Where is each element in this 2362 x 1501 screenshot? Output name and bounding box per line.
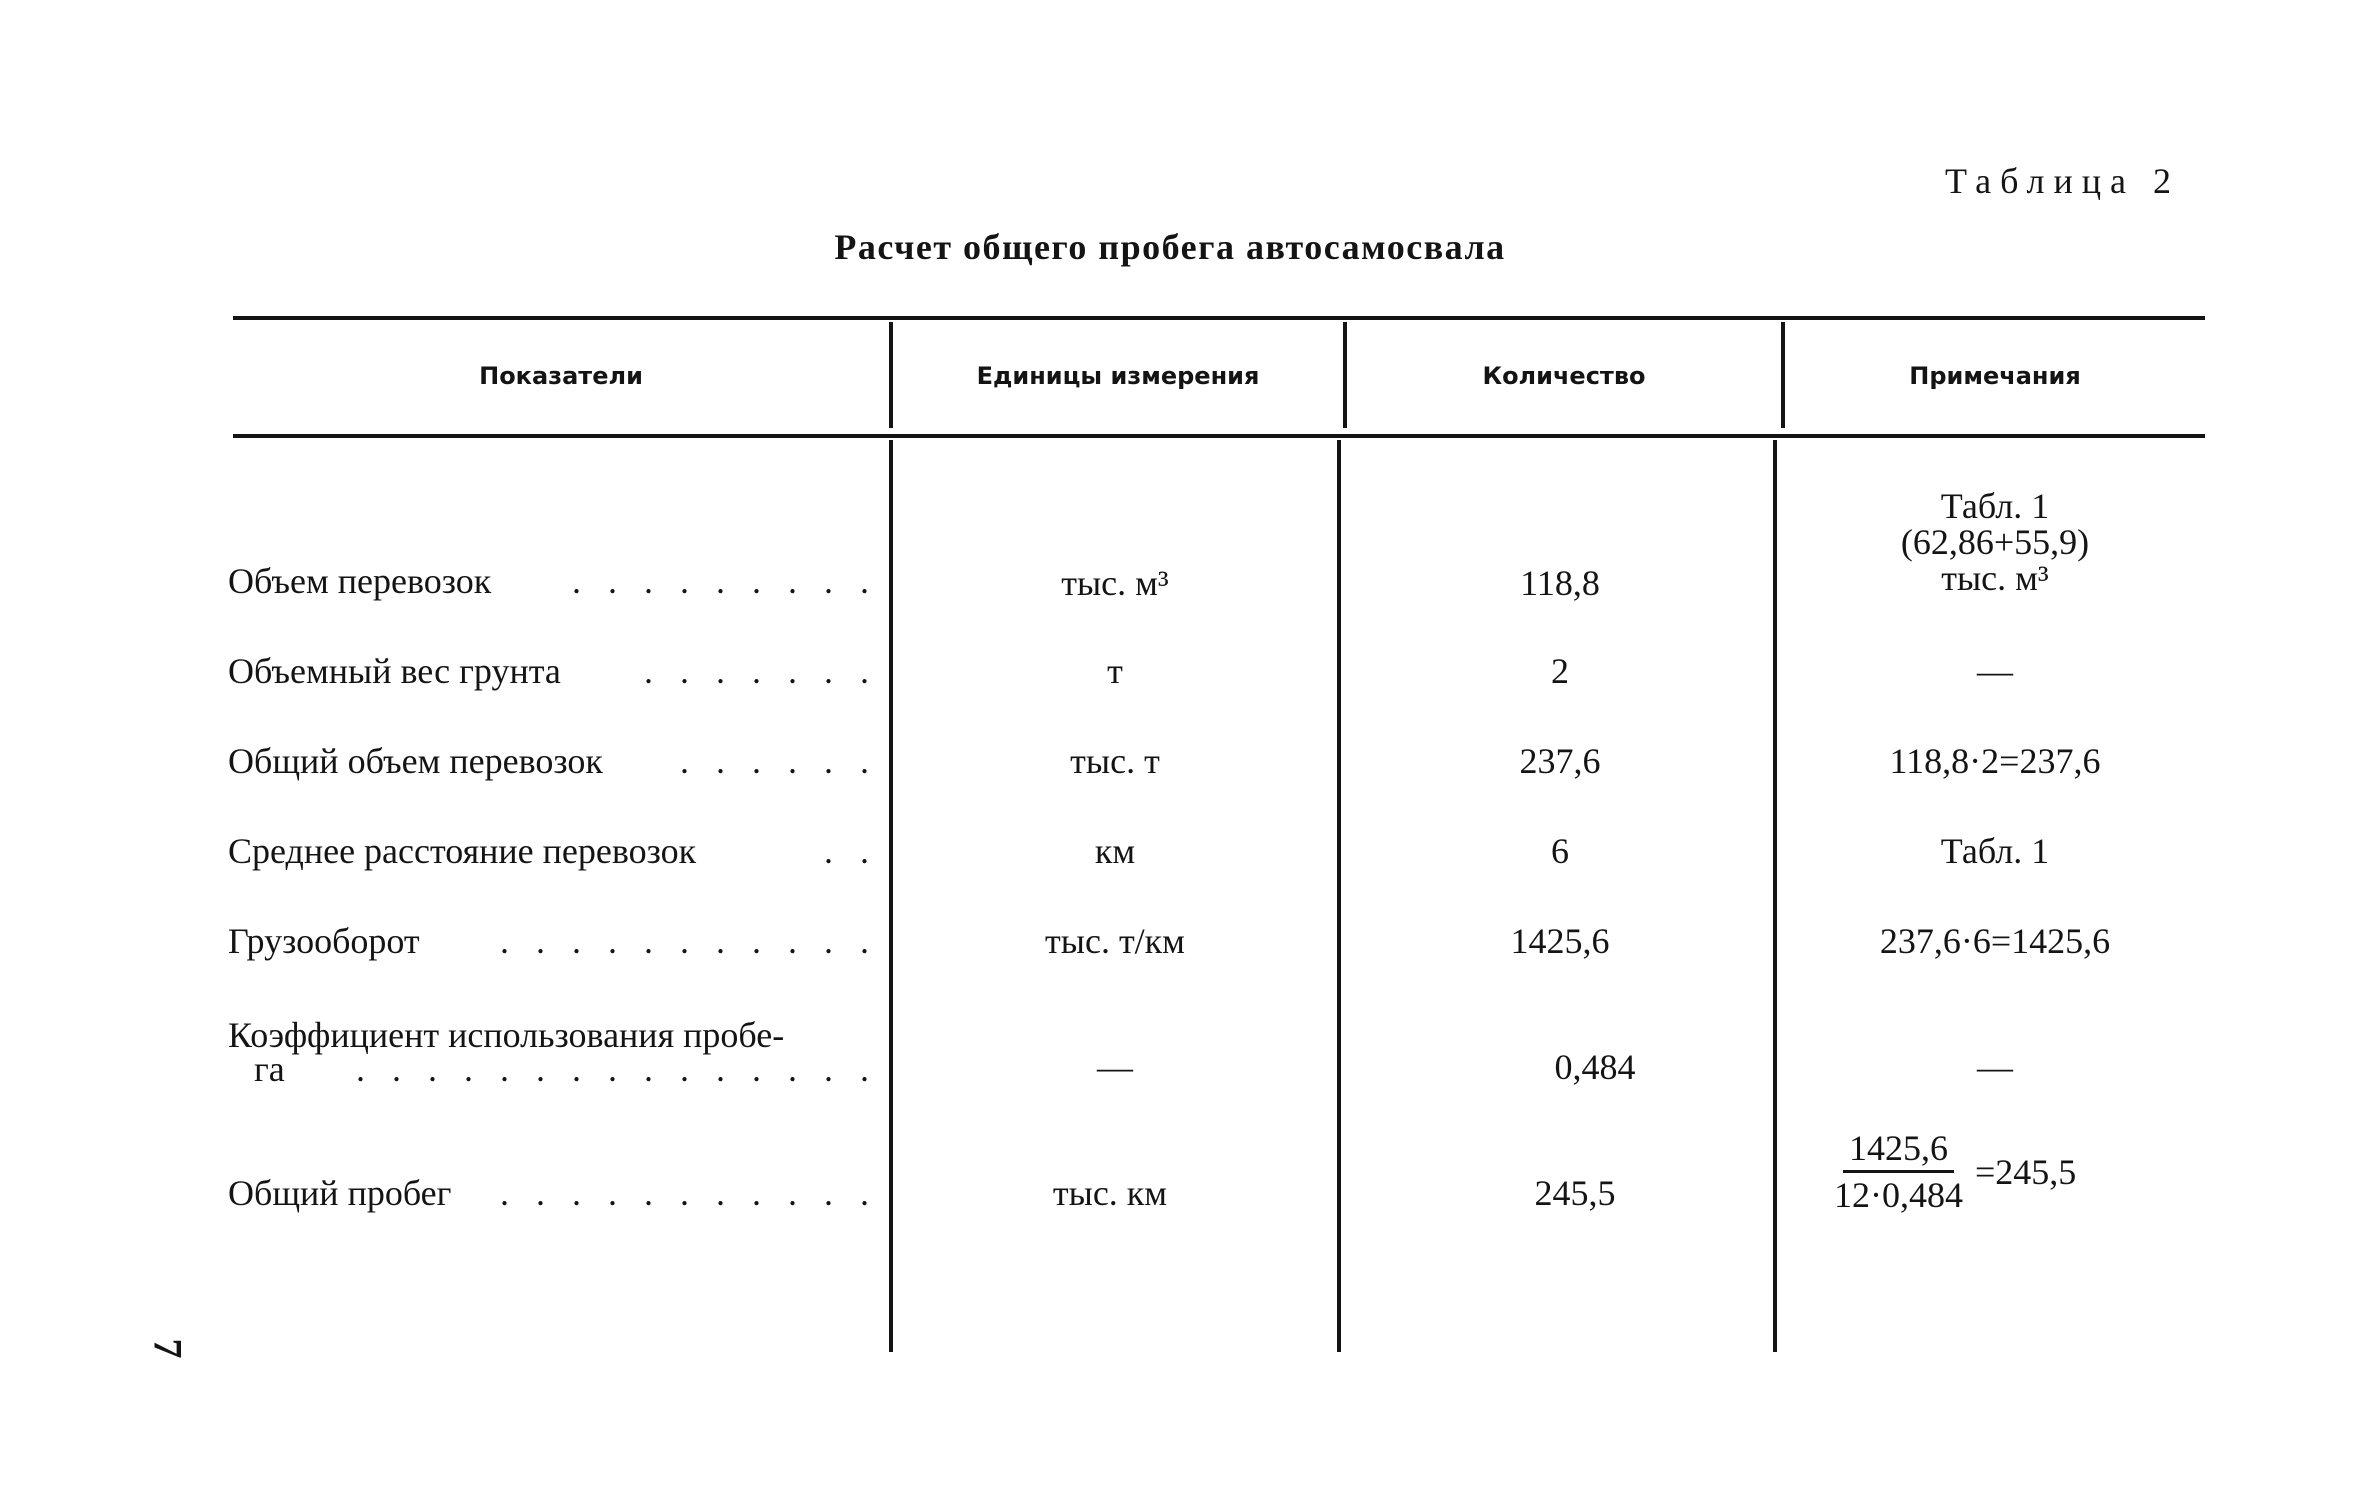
page-number: 7 xyxy=(145,1338,191,1359)
leader-dots: . . . . . . . . . xyxy=(572,561,878,601)
note-cell: 237,6·6=1425,6 xyxy=(1879,921,2111,961)
unit-cell: — xyxy=(1097,1047,1133,1087)
leader-dots: . . xyxy=(824,831,878,871)
fraction-result: =245,5 xyxy=(1975,1151,2077,1192)
fraction-block xyxy=(1828,1128,1969,1215)
indicator-cell xyxy=(228,740,878,782)
quantity-cell: 237,6 xyxy=(1519,741,1601,781)
note-cell: Табл. 1 xyxy=(1940,831,2050,871)
quantity-cell: 2 xyxy=(1551,651,1569,691)
unit-cell: тыс. км xyxy=(1052,1173,1168,1213)
note-cell: 118,8·2=237,6 xyxy=(1889,741,2101,781)
indicator-cell xyxy=(228,1048,878,1090)
quantity-cell: 245,5 xyxy=(1534,1173,1616,1213)
indicator-text: Общий пробег xyxy=(228,1173,452,1213)
indicator-text: Общий объем перевозок xyxy=(228,741,603,781)
table-header-rule xyxy=(233,434,2205,438)
fraction-denominator: 12·0,484 xyxy=(1834,1175,1963,1215)
header-notes: Примечания xyxy=(1909,362,2081,390)
fraction-numerator: 1425,6 xyxy=(1843,1128,1954,1173)
leader-dots: . . . . . . . xyxy=(644,651,878,691)
leader-dots: . . . . . . . . . . . . . . . xyxy=(356,1049,878,1089)
quantity-cell: 118,8 xyxy=(1520,563,1600,603)
quantity-cell: 1425,6 xyxy=(1510,921,1610,961)
note-line: тыс. м³ xyxy=(1941,558,2049,598)
table-label: Таблица 2 xyxy=(1945,161,2180,201)
leader-dots: . . . . . . . . . . . xyxy=(500,921,878,961)
note-fraction xyxy=(1828,1128,2076,1215)
indicator-text: га xyxy=(254,1049,285,1089)
note-line: Табл. 1 xyxy=(1940,486,2050,526)
header-unit: Единицы измерения xyxy=(976,362,1260,390)
note-cell xyxy=(1785,488,2205,596)
indicator-text: Среднее расстояние перевозок xyxy=(228,831,697,871)
note-line: (62,86+55,9) xyxy=(1900,522,2090,562)
indicator-text: Грузооборот xyxy=(228,921,420,961)
header-indicator: Показатели xyxy=(479,362,643,390)
unit-cell: тыс. т/км xyxy=(1045,921,1185,961)
indicator-cell xyxy=(228,650,878,692)
unit-cell: тыс. т xyxy=(1070,741,1160,781)
unit-cell: тыс. м³ xyxy=(1061,563,1169,603)
header-quantity: Количество xyxy=(1482,362,1646,390)
body-divider-2 xyxy=(1337,440,1341,1352)
indicator-cell xyxy=(228,920,878,962)
quantity-cell: 6 xyxy=(1551,831,1569,871)
leader-dots: . . . . . . xyxy=(680,741,878,781)
unit-cell: км xyxy=(1094,831,1136,871)
indicator-cell xyxy=(228,560,878,602)
note-cell: — xyxy=(1977,1047,2013,1087)
indicator-text: Объем перевозок xyxy=(228,561,492,601)
indicator-text: Объемный вес грунта xyxy=(228,651,561,691)
indicator-cell: Коэффициент использования пробе- xyxy=(228,1015,785,1055)
unit-cell: т xyxy=(1107,651,1123,691)
indicator-cell xyxy=(228,830,878,872)
note-cell: — xyxy=(1977,651,2013,691)
table-title: Расчет общего пробега автосамосвала xyxy=(834,227,1506,267)
table-top-rule xyxy=(233,316,2205,320)
leader-dots: . . . . . . . . . . . xyxy=(500,1173,878,1213)
quantity-cell: 0,484 xyxy=(1554,1047,1636,1087)
body-divider-1 xyxy=(889,440,893,1352)
indicator-cell xyxy=(228,1172,878,1214)
